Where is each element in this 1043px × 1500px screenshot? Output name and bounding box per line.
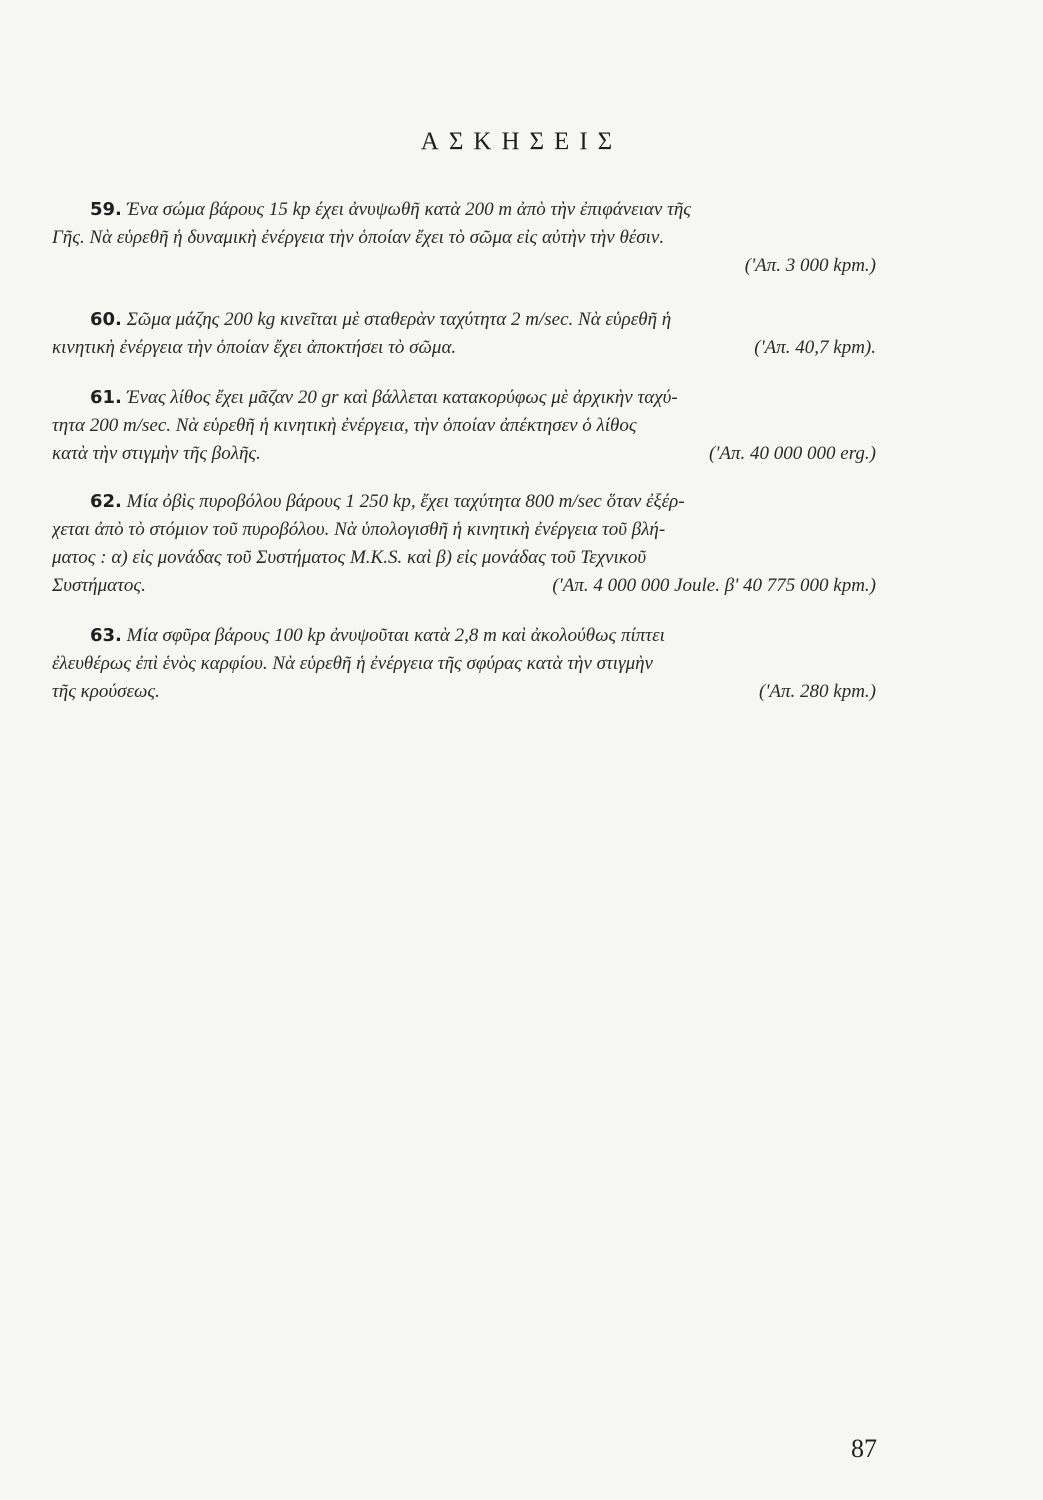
exercise-number: 60. (90, 309, 122, 330)
exercise-59 (52, 196, 876, 280)
exercise-answer: ('Απ. 40,7 kpm). (754, 337, 876, 358)
exercise-answer: ('Απ. 3 000 kpm.) (744, 255, 876, 276)
exercise-line (52, 622, 876, 650)
exercise-text: χεται ἀπὸ τὸ στόμιον τοῦ πυροβόλου. Νὰ ὑπολογισθῆ ἡ κινητικὴ ἐνέργεια τοῦ βλή- (52, 519, 666, 540)
exercise-text: Σῶμα μάζης 200 kg κινεῖται μὲ σταθερὰν ταχύτητα 2 m/sec. Νὰ εὑρεθῆ ἡ (126, 309, 672, 330)
exercise-text: Μία ὀβὶς πυροβόλου βάρους 1 250 kp, ἔχει ταχύτητα 800 m/sec ὅταν ἐξέρ- (126, 491, 685, 512)
exercise-text: κατὰ τὴν στιγμὴν τῆς βολῆς. (52, 443, 261, 464)
exercise-line (52, 572, 876, 600)
exercise-answer: ('Απ. 280 kpm.) (759, 681, 876, 702)
exercise-text: ἐλευθέρως ἐπὶ ἑνὸς καρφίου. Νὰ εὑρεθῆ ἡ ἐνέργεια τῆς σφύρας κατὰ τὴν στιγμὴν (52, 653, 653, 674)
exercise-answer: ('Απ. 40 000 000 erg.) (709, 443, 876, 464)
exercise-text: Μία σφῦρα βάρους 100 kp ἀνυψοῦται κατὰ 2,8 m καὶ ἀκολούθως πίπτει (126, 625, 665, 646)
section-title: ΑΣΚΗΣΕΙΣ (420, 128, 623, 155)
exercise-number: 59. (90, 199, 122, 220)
exercise-61 (52, 384, 876, 468)
exercise-text: Γῆς. Νὰ εὑρεθῆ ἡ δυναμικὴ ἐνέργεια τὴν ὁποίαν ἔχει τὸ σῶμα εἰς αὐτὴν τὴν θέσιν. (52, 227, 665, 248)
exercise-text: Συστήματος. (52, 575, 146, 596)
exercise-number: 61. (90, 387, 122, 408)
exercise-text: Ένα σώμα βάρους 15 kp έχει ἀνυψωθῆ κατὰ 200 m ἀπὸ τὴν ἐπιφάνειαν τῆς (126, 199, 692, 220)
exercise-text: ματος : α) εἰς μονάδας τοῦ Συστήματος M.K.S. καὶ β) εἰς μονάδας τοῦ Τεχνικοῦ (52, 547, 647, 568)
exercise-answer-line (52, 252, 876, 280)
exercise-60 (52, 306, 876, 362)
exercise-number: 62. (90, 491, 122, 512)
exercise-line (52, 334, 876, 362)
exercise-line (52, 488, 876, 516)
exercise-line (52, 440, 876, 468)
exercise-text: κινητικὴ ἐνέργεια τὴν ὁποίαν ἔχει ἀποκτήσει τὸ σῶμα. (52, 337, 457, 358)
exercise-62 (52, 488, 876, 600)
exercise-line (52, 196, 876, 224)
exercise-line (52, 678, 876, 706)
exercise-text: τητα 200 m/sec. Νὰ εὑρεθῆ ἡ κινητικὴ ἐνέργεια, τὴν ὁποίαν ἀπέκτησεν ὁ λίθος (52, 415, 637, 436)
exercise-number: 63. (90, 625, 122, 646)
page-number: 87 (851, 1434, 877, 1463)
exercise-text: τῆς κρούσεως. (52, 681, 160, 702)
exercise-line (52, 384, 876, 412)
exercise-answer: ('Απ. 4 000 000 Joule. β' 40 775 000 kpm.) (552, 575, 876, 596)
exercise-line (52, 306, 876, 334)
exercise-text: Ένας λίθος ἔχει μᾶζαν 20 gr καὶ βάλλεται κατακορύφως μὲ ἀρχικὴν ταχύ- (126, 387, 678, 408)
exercise-63 (52, 622, 876, 706)
